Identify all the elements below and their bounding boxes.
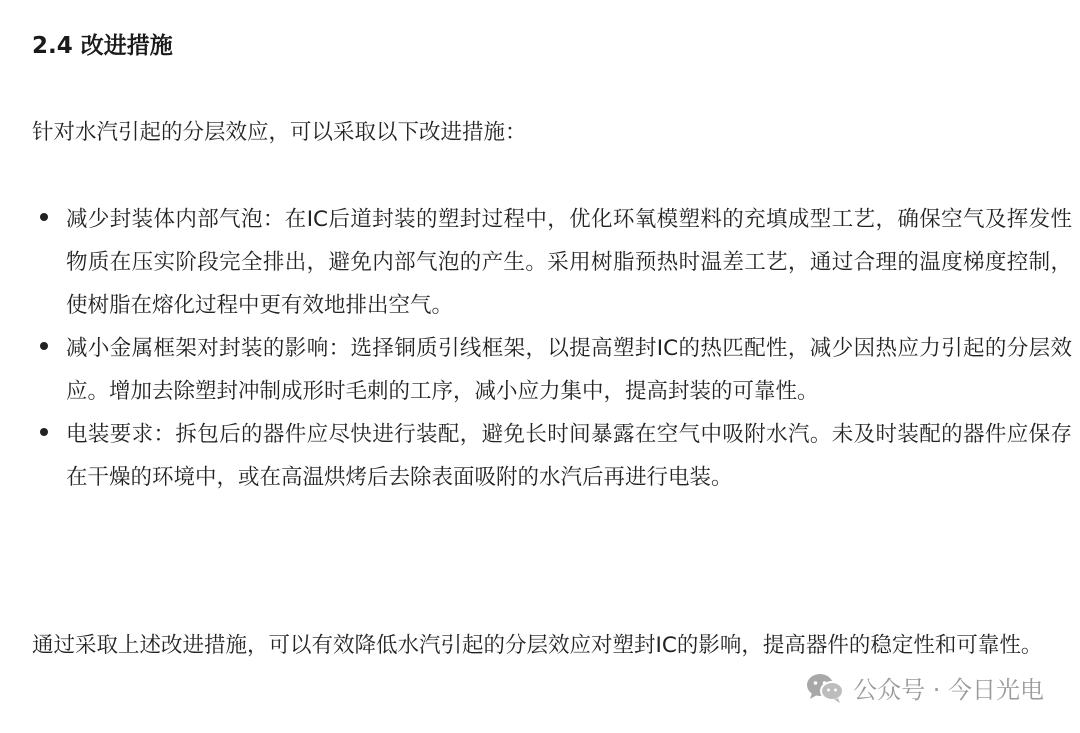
list-item-text: 减少封装体内部气泡：在IC后道封装的塑封过程中，优化环氧模塑料的充填成型工艺，确保空气及挥发性物质在压实阶段完全排出，避免内部气泡的产生。采用树脂预热时温差工艺，通过合理的温度梯度控制，使树脂在熔化过程中更有效地排出空气。 [66, 207, 1072, 318]
wechat-icon [805, 672, 845, 704]
bullet-dot [40, 213, 48, 221]
conclusion-paragraph: 通过采取上述改进措施，可以有效降低水汽引起的分层效应对塑封IC的影响，提高器件的稳定性和可靠性。 [32, 633, 1043, 658]
section-heading: 2.4 改进措施 [32, 33, 173, 59]
list-item [32, 327, 1072, 413]
list-item-text: 电装要求：拆包后的器件应尽快进行装配，避免长时间暴露在空气中吸附水汽。未及时装配的器件应保存在干燥的环境中，或在高温烘烤后去除表面吸附的水汽后再进行电装。 [66, 422, 1072, 490]
list-item-text: 减小金属框架对封装的影响：选择铜质引线框架，以提高塑封IC的热匹配性，减少因热应力引起的分层效应。增加去除塑封冲制成形时毛刺的工序，减小应力集中，提高封装的可靠性。 [66, 336, 1072, 404]
intro-paragraph: 针对水汽引起的分层效应，可以采取以下改进措施： [32, 120, 527, 145]
bullet-dot [40, 428, 48, 436]
list-item [32, 198, 1072, 327]
watermark-label: 公众号 · 今日光电 [853, 676, 1044, 704]
list-item [32, 413, 1072, 499]
watermark [805, 670, 1044, 705]
measures-list [32, 198, 1072, 499]
bullet-dot [40, 342, 48, 350]
